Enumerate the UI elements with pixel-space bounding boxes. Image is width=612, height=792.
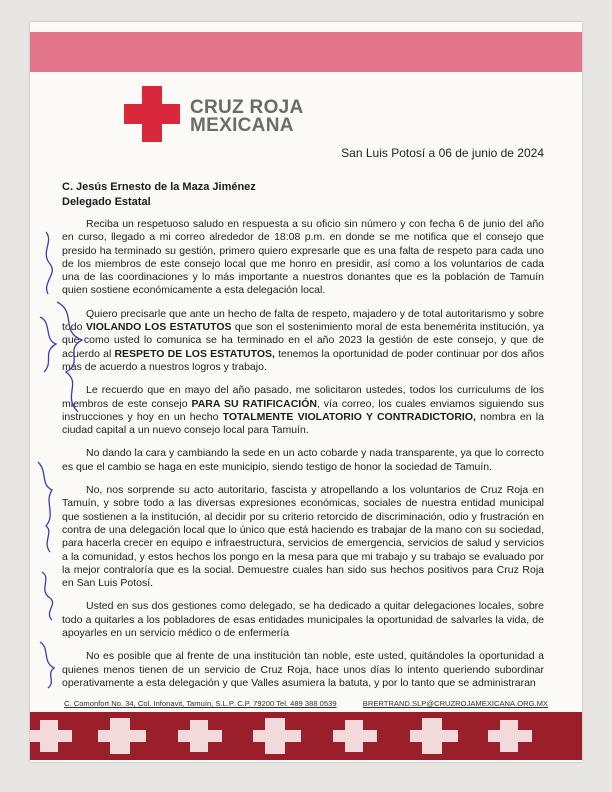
footer-address: C. Comonfort No. 34, Col. Infonavit, Tamuín, S.L.P. C.P. 79200 Tel. 489 388 0539	[64, 699, 337, 708]
org-name-line2: MEXICANA	[190, 115, 294, 136]
red-cross-logo	[122, 84, 182, 144]
org-name-line1: CRUZ ROJA	[190, 97, 304, 118]
body-paragraph	[62, 447, 544, 474]
paragraph-text: No dando la cara y cambiando la sede en un acto cobarde y nada transparente, ya que lo correcto es que el cambio se haga en este municipio, siendo testigo de honor la sociedad de Tamuín.	[62, 447, 544, 473]
body-paragraph	[62, 308, 544, 374]
letter-date: San Luis Potosí a 06 de junio de 2024	[341, 146, 544, 160]
decorative-cross-band	[30, 712, 582, 760]
body-paragraph	[62, 218, 544, 298]
paragraph-text: que son el sostenimiento moral de esta benemérita institución, ya que como usted lo comunica se ha terminado en el año 2023 la gestión de este consejo, y que de acuerdo al	[62, 321, 544, 360]
recipient-block	[62, 180, 256, 210]
body-paragraph	[62, 600, 544, 640]
letter-page	[30, 22, 582, 762]
emphasis-text: VIOLANDO LOS ESTATUTOS	[85, 321, 232, 334]
paragraph-text: Reciba un respetuoso saludo en respuesta a su oficio sin número y con fecha 6 de junio del año en curso, llegado a mi correo alrededor de 18:08 p.m. en donde se me notifica que el consejo que presido ha terminado su gestión, primero quiero expresarle que es una falta de respeto para cada uno de los miembros de este consejo local que me honro en presidir, así como a los voluntarios de cada una de las coordinaciones y lo más importante a nuestros donantes que es la población de Tamuín quien sostiene económicamente a esta delegación local.	[62, 218, 544, 297]
recipient-name: C. Jesús Ernesto de la Maza Jiménez	[62, 181, 256, 193]
paragraph-text: Usted en sus dos gestiones como delegado, se ha dedicado a quitar delegaciones locales, sobre todo a quitarles a los pobladores de esas entidades municipales la oportunidad de salvarles la vida, de apoyarles en un servicio médico o de enfermería	[62, 600, 544, 640]
body-paragraph	[62, 650, 544, 690]
paragraph-text: tenemos la oportunidad de poder continuar por dos años más de acuerdo a nuestros logros y trabajo.	[62, 347, 544, 373]
recipient-title: Delegado Estatal	[62, 196, 151, 208]
body-paragraph	[62, 484, 544, 590]
emphasis-text: RESPETO DE LOS ESTATUTOS,	[114, 347, 275, 360]
handwritten-signature-2	[52, 292, 92, 422]
body-paragraph	[62, 384, 544, 437]
header-band	[30, 32, 582, 72]
paragraph-text: No es posible que al frente de una institución tan noble, este usted, quitándoles la oportunidad a quienes menos tienen de un servicio de Cruz Roja, hace unos días lo intento queriendo subordinar operativamente a esta delegación y que Valles asumiera la batuta, y por lo tanto que se administraran	[62, 650, 544, 689]
paragraph-text: Quiero precisarle que ante un hecho de falta de respeto, majadero y de total autoritarismo y sobre todo	[62, 307, 544, 334]
paragraph-text: , vía correo, los cuales enviamos siguiendo sus instrucciones y hoy en un hecho	[62, 397, 545, 423]
emphasis-text: TOTALMENTE VIOLATORIO Y CONTRADICTORIO,	[222, 410, 476, 423]
letter-body	[62, 218, 544, 700]
paragraph-text: nombra en la ciudad capital a un nuevo consejo local para Tamuín.	[62, 410, 544, 437]
paragraph-text: No, nos sorprende su acto autoritario, fascista y atropellando a los voluntarios de Cruz Roja en Tamuín, y sobre todo a las diversas expresiones económicas, sociales de nuestra entidad municipal que sostienen a la institución, al decidir por su criterio retorcido de discriminación, odio y frustración en contra de una delegación local que lo único que está haciendo es trabajar de la mano con su sociedad, para hacerla crecer en equipo e infraestructura, servicios de emergencia, servicios de salud y servicios a la comunidad, y estos hechos los pongo en la mesa para que mi trabajo y su trabajo se evaluado por la mejor contraloría que es la social. Demuestre cuales han sido sus hechos positivos para Cruz Roja en San Luis Potosí.	[62, 484, 544, 590]
footer-email: BRERTRAND.SLP@CRUZROJAMEXICANA.ORG.MX	[362, 699, 548, 708]
organization-name	[190, 99, 304, 135]
emphasis-text: PARA SU RATIFICACIÓN	[191, 397, 317, 410]
paragraph-text: Le recuerdo que en mayo del año pasado, me solicitaron ustedes, todos los curriculums de los miembros de este consejo	[62, 384, 544, 410]
